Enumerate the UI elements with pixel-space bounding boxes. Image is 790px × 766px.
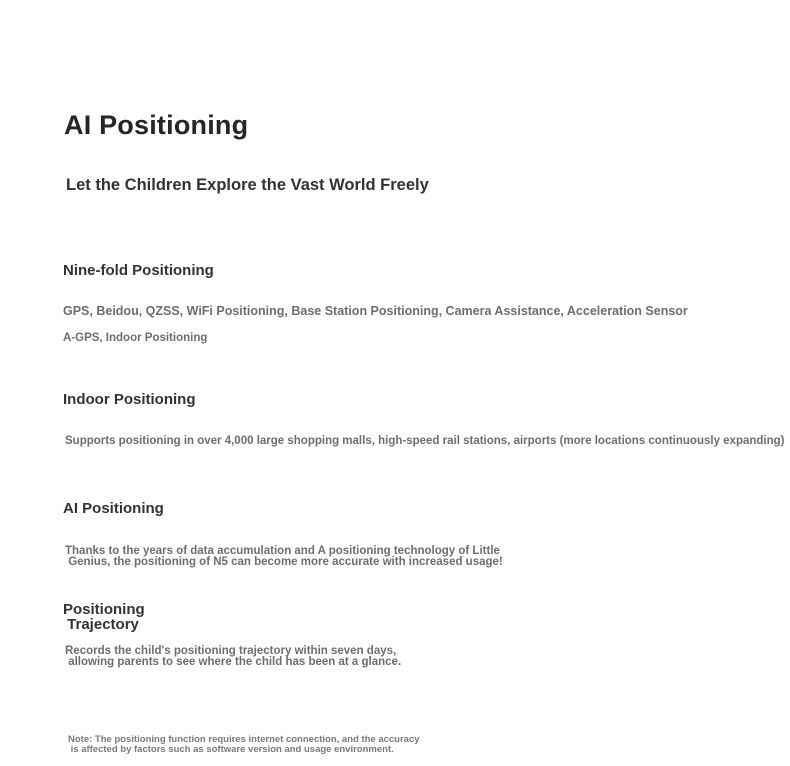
feature-text-nine-fold-line-2: A-GPS, Indoor Positioning [63,332,208,344]
feature-heading-indoor: Indoor Positioning [63,391,196,408]
feature-heading-ai: AI Positioning [63,500,164,517]
footnote: Note: The positioning function requires internet connection, and the accuracy is affected by factors such as software version and usage environment. [68,734,420,755]
page-tagline: Let the Children Explore the Vast World Freely [66,176,429,194]
feature-text-ai: Thanks to the years of data accumulation and A positioning technology of Little Genius, the positioning of N5 can become more accurate with increased usage! [65,545,503,568]
feature-text-nine-fold-line-1: GPS, Beidou, QZSS, WiFi Positioning, Base Station Positioning, Camera Assistance, Acceleration Sensor [63,304,688,318]
feature-heading-trajectory: Positioning Trajectory [63,601,145,633]
feature-text-trajectory: Records the child's positioning trajectory within seven days, allowing parents to see where the child has been at a glance. [65,645,402,668]
feature-text-indoor: Supports positioning in over 4,000 large shopping malls, high-speed rail stations, airports (more locations continuously expanding) [65,435,785,447]
feature-heading-nine-fold: Nine-fold Positioning [63,262,214,279]
page-title: AI Positioning [64,110,249,140]
